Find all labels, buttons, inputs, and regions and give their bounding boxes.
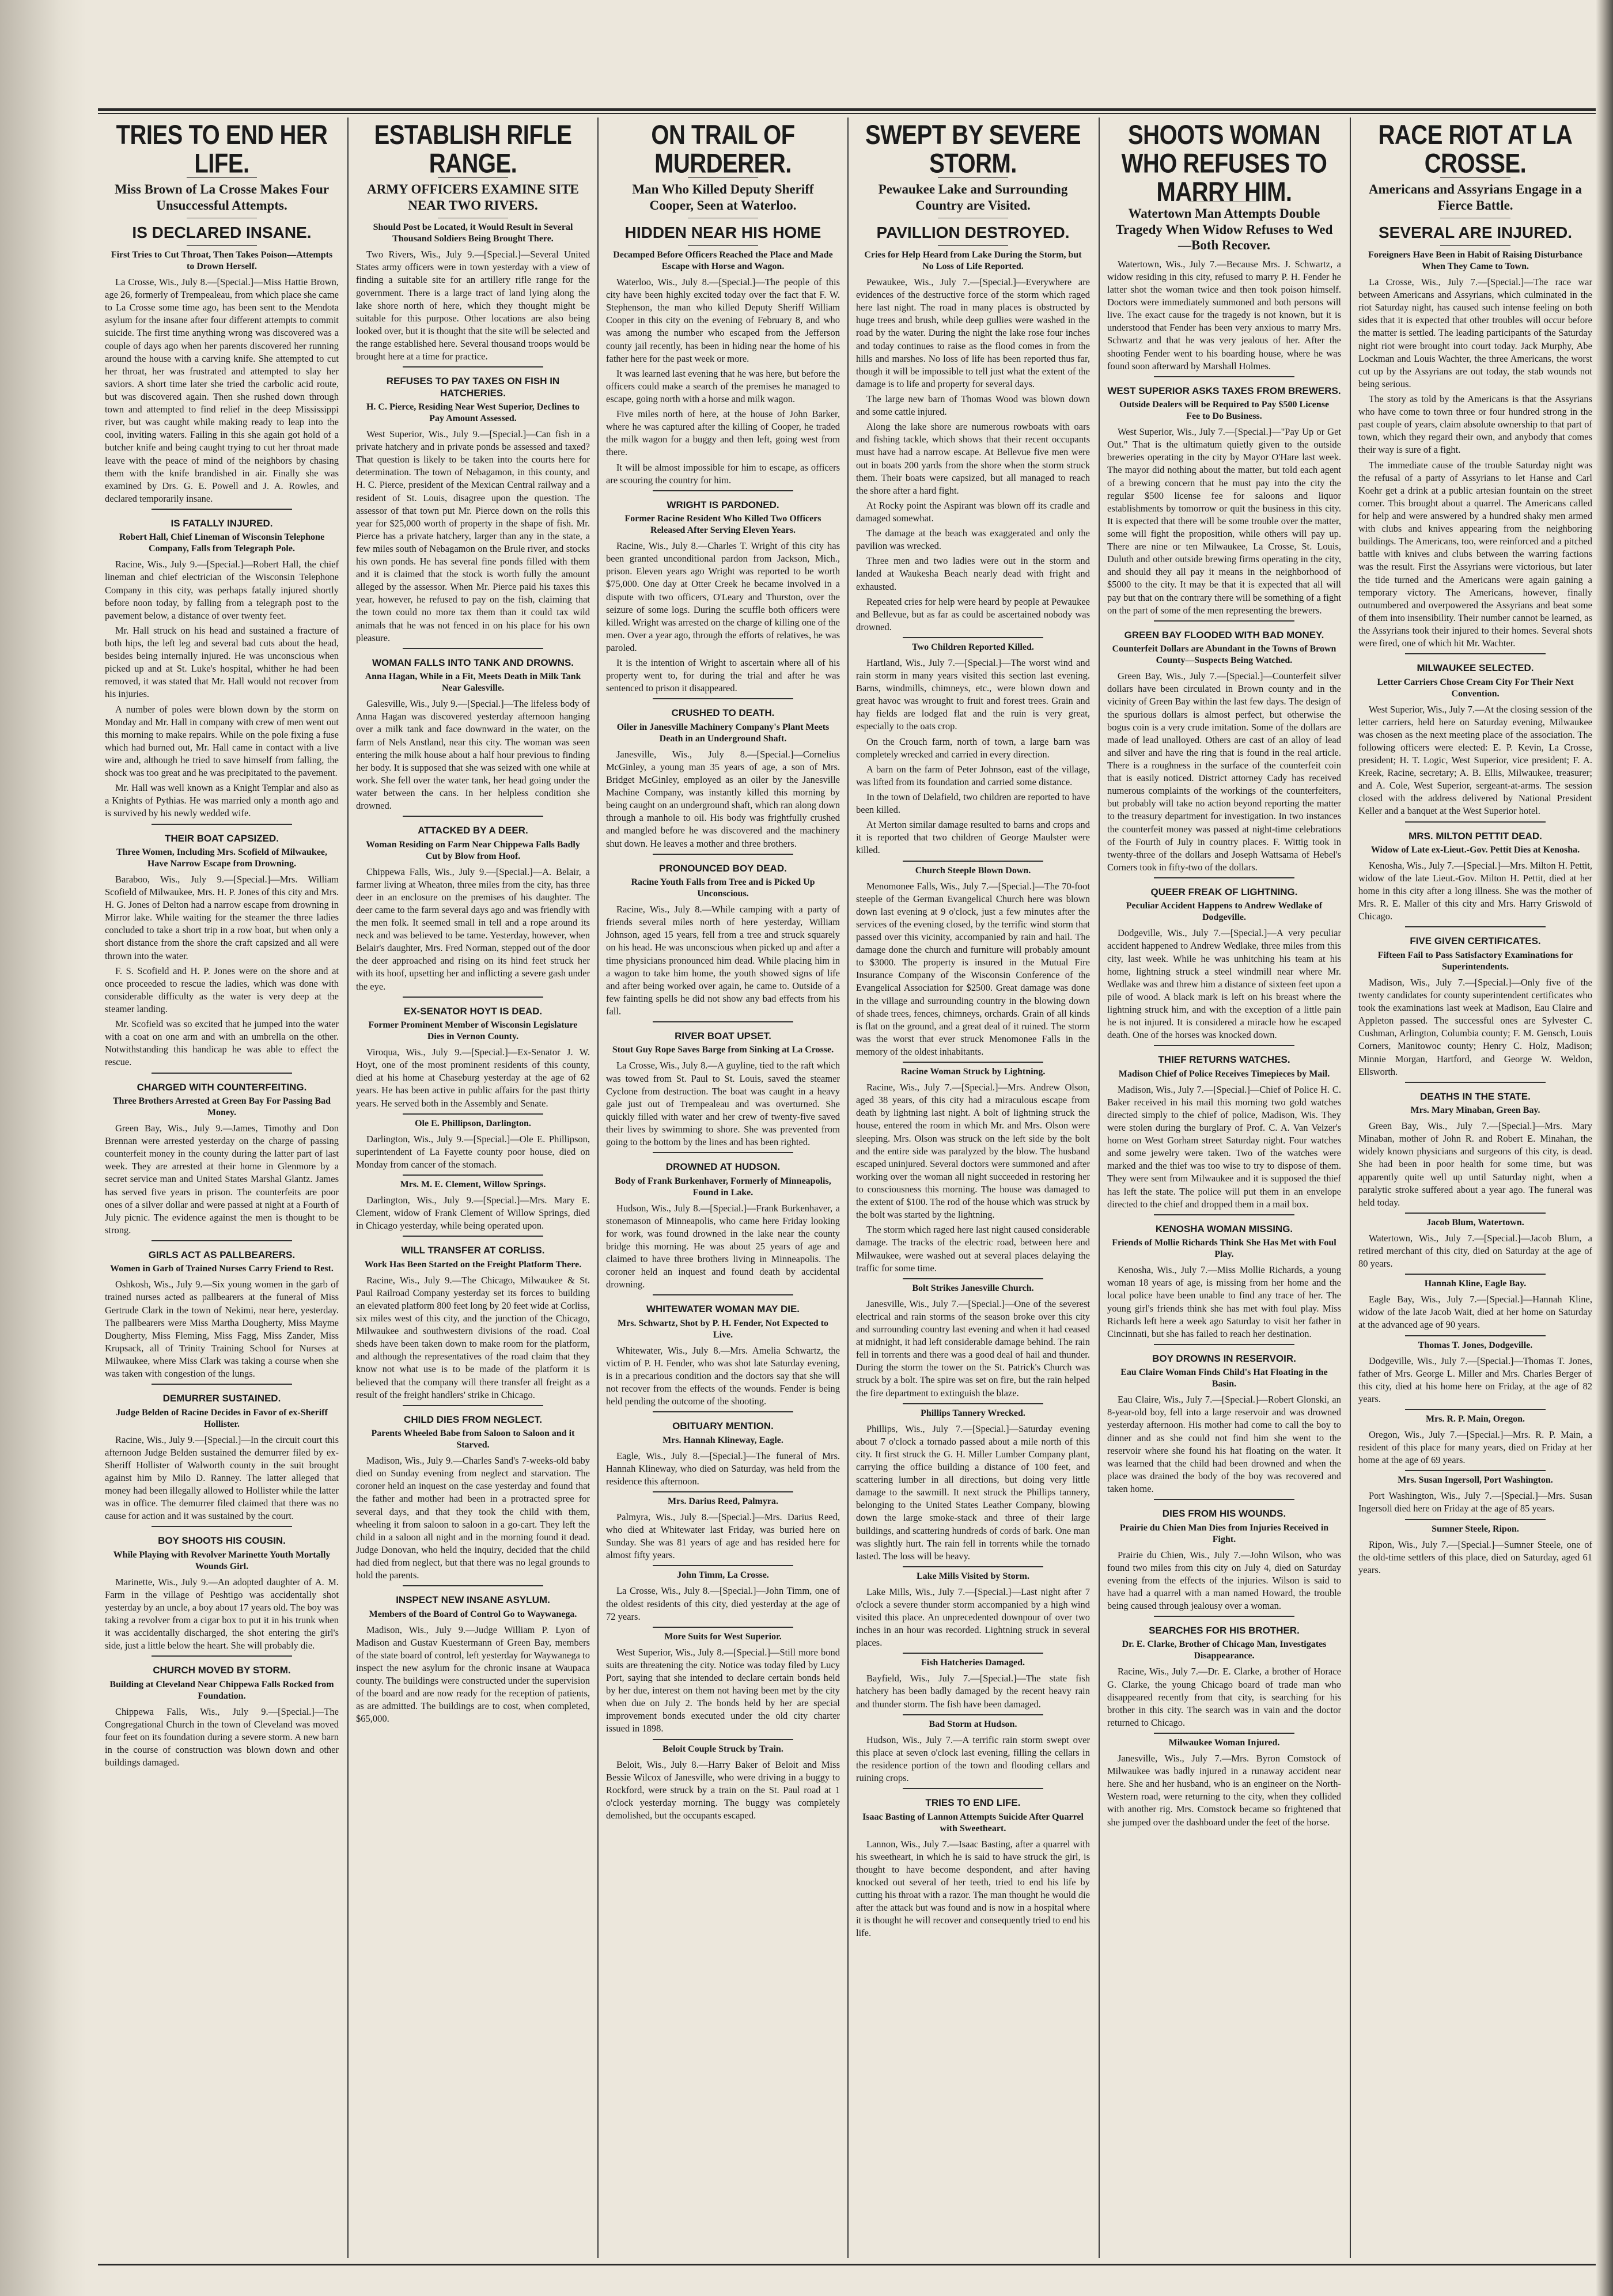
story-divider <box>903 861 1043 862</box>
story-divider <box>403 1585 543 1586</box>
story-paragraph: Kenosha, Wis., July 7.—[Special.]—Mrs. Milton H. Pettit, widow of the late Lieut.-Gov. Milton H. Pettit, died at her home in this city after a long illness. She was the mother of Mrs. R. E. Maller of this city and Mrs. Harry Griswold of Chicago. <box>1358 859 1592 922</box>
story-paragraph: Darlington, Wis., July 9.—[Special.]—Ole E. Phillipson, superintendent of La Fayette county poor house, died on Monday from cancer of the stomach. <box>356 1133 590 1170</box>
story-headline: WEST SUPERIOR ASKS TAXES FROM BREWERS. <box>1107 385 1341 396</box>
page-edge-shadow <box>0 0 86 2296</box>
story-headline: PRONOUNCED BOY DEAD. <box>659 862 787 874</box>
story-divider <box>653 1021 793 1022</box>
story-deck: Outside Dealers will be Required to Pay $500 License Fee to Do Business. <box>1119 400 1330 422</box>
column-rule <box>597 118 599 2258</box>
story-paragraph: Beloit, Wis., July 8.—Harry Baker of Beloit and Miss Bessie Wilcox of Janesville, who were driving in a buggy to Rockford, were struck by a train on the St. Paul road at 1 o'clock yesterday morning. The buggy was completely demolished, but the occupants escaped. <box>606 1759 840 1821</box>
story-deck: Judge Belden of Racine Decides in Favor of ex-Sheriff Hollister. <box>116 1407 328 1429</box>
story-deck: Americans and Assyrians Engage in a Fierce Battle. <box>1369 182 1582 213</box>
story-divider <box>1154 1344 1294 1345</box>
story-headline: More Suits for West Superior. <box>664 1631 782 1642</box>
story-headline: WILL TRANSFER AT CORLISS. <box>401 1245 545 1256</box>
story-headline: RIVER BOAT UPSET. <box>675 1030 771 1042</box>
story-paragraph: At Rocky point the Aspirant was blown off its cradle and damaged somewhat. <box>856 499 1090 524</box>
story-paragraph: Watertown, Wis., July 7.—[Special.]—Jacob Blum, a retired merchant of this city, died on Saturday at the age of 80 years. <box>1358 1232 1592 1270</box>
story-divider <box>653 1152 793 1153</box>
story-paragraph: Baraboo, Wis., July 9.—[Special.]—Mrs. William Scofield of Milwaukee, Mrs. H. P. Jones of this city and Mrs. H. G. Jones of Delton had a narrow escape from drowning in Mirror lake. While waiting for the steamer the three ladies concluded to take a short trip in a row boat, but when only a short distance from the shore the craft capsized and all were thrown into the water. <box>105 873 339 961</box>
story-headline: CRUSHED TO DEATH. <box>671 707 775 719</box>
story-divider <box>1154 376 1294 377</box>
story-headline: Hannah Kline, Eagle Bay. <box>1424 1279 1527 1289</box>
story-deck: Anna Hagan, While in a Fit, Meets Death in Milk Tank Near Galesville. <box>365 672 581 694</box>
story-headline: SEARCHES FOR HIS BROTHER. <box>1149 1625 1300 1636</box>
story-headline: WRIGHT IS PARDONED. <box>667 499 779 510</box>
story-deck: Dr. E. Clarke, Brother of Chicago Man, Investigates Disappearance. <box>1122 1639 1327 1661</box>
story-paragraph: Watertown, Wis., July 7.—Because Mrs. J. Schwartz, a widow residing in this city, refused to marry P. H. Fender he latter shot the woman twice and then took poison himself. Doctors were immediately summoned and both persons will live. The exact cause for the tragedy is not known, but it is understood that Fender has been very anxious to marry Mrs. Schwartz and that he was very jealous of her. After the shooting Fender went to his boarding house, where he was found soon afterward by Marshall Holmes. <box>1107 258 1341 372</box>
story-paragraph: Racine, Wis., July 7.—[Special.]—Mrs. Andrew Olson, aged 38 years, of this city had a miraculous escape from death by lightning last night. A bolt of lightning struck the house, entered the room in which Mr. and Mrs. Olson were sleeping. Mrs. Olson was struck on the left side by the bolt and the entire side was paralyzed by the blow. The husband escaped uninjured. Several doctors were summoned and after working over the woman all night succeeded in restoring her to consciousness this morning. The house was damaged to the extent of $100. The rod of the house which was struck by the bolt was started by the lightning. <box>856 1082 1090 1221</box>
story-paragraph: On the Crouch farm, north of town, a large barn was completely wrecked and carried in every direction. <box>856 736 1090 760</box>
story-headline: TRIES TO END LIFE. <box>925 1797 1021 1809</box>
story-deck: Stout Guy Rope Saves Barge from Sinking at La Crosse. <box>612 1045 834 1055</box>
story-divider <box>1405 1470 1546 1471</box>
story-headline: Beloit Couple Struck by Train. <box>662 1744 783 1754</box>
story-paragraph: Hudson, Wis., July 7.—A terrific rain storm swept over this place at seven o'clock last evening, filling the cellars in the residence portion of the town and flooding cellars and ruining crops. <box>856 1734 1090 1784</box>
story-divider <box>1405 653 1546 654</box>
story-headline: TRIES TO END HER LIFE. <box>116 120 328 179</box>
story-paragraph: At Merton similar damage resulted to barns and crops and it is reported that two children of George Maulster were killed. <box>856 819 1090 856</box>
story-divider <box>152 1240 292 1241</box>
story-divider <box>653 490 793 491</box>
story-deck: Three Women, Including Mrs. Scofield of Milwaukee, Have Narrow Escape from Drowning. <box>116 847 328 869</box>
top-rule-thin <box>98 113 1596 114</box>
story-deck: Miss Brown of La Crosse Makes Four Unsuccessful Attempts. <box>114 182 330 213</box>
story-paragraph: Green Bay, Wis., July 7.—[Special.]—Mrs. Mary Minaban, mother of John R. and Robert E. Minahan, the widely known physicians and surgeons of this city, is dead. She had been in poor health for some time, but was apparently quite well up until Saturday night, when a paralytic stroke suffered about a year ago. The funeral was held today. <box>1358 1120 1592 1208</box>
story-paragraph: Pewaukee, Wis., July 7.—[Special.]—Everywhere are evidences of the destructive force of the storm which raged here last night. The road in many places is obstructed by huge trees and brush, while deep gullies were washed in the road by the water. During the night the lake rose four inches and today continues to raise as the flood comes in from the hills and marshes. No loss of life has been reported thus far, though it will be impossible to tell just what the extent of the damage is to life and property for several days. <box>856 276 1090 389</box>
story-paragraph: West Superior, Wis., July 7.—At the closing session of the letter carriers, held here on Saturday evening, Milwaukee was chosen as the next meeting place of the association. The following officers were elected: E. P. Kevin, La Crosse, president; H. T. Logic, West Superior, vice president; F. A. Kreek, Racine, secretary; A. B. Ellis, Milwaukee, treasurer; and A. Cole, West Superior, sergeant-at-arms. The session closed with the address delivered by National President Keller and a banquet at the West Superior hotel. <box>1358 703 1592 817</box>
story-paragraph: Ripon, Wis., July 7.—[Special.]—Sumner Steele, one of the old-time settlers of this place, died on Saturday, aged 61 years. <box>1358 1539 1592 1575</box>
story-divider <box>1405 1274 1546 1275</box>
story-headline: WOMAN FALLS INTO TANK AND DROWNS. <box>372 657 574 668</box>
story-deck: Man Who Killed Deputy Sheriff Cooper, Seen at Waterloo. <box>632 182 814 213</box>
story-headline: CHURCH MOVED BY STORM. <box>153 1665 291 1676</box>
page-binding-shadow <box>1596 0 1613 2296</box>
story-paragraph: Eagle Bay, Wis., July 7.—[Special.]—Hannah Kline, widow of the late Jacob Wait, died at her home on Saturday at the advanced age of 90 years. <box>1358 1294 1592 1331</box>
story-subhead: HIDDEN NEAR HIS HOME <box>624 223 821 242</box>
story-deck: Isaac Basting of Lannon Attempts Suicide After Quarrel with Sweetheart. <box>862 1812 1084 1833</box>
story-divider <box>152 509 292 510</box>
story-divider <box>1154 1616 1294 1617</box>
story-headline: GREEN BAY FLOODED WITH BAD MONEY. <box>1124 629 1324 641</box>
column-4 <box>853 118 1093 2260</box>
column-5 <box>1104 118 1345 2260</box>
story-divider <box>1154 1214 1294 1215</box>
story-headline: IS FATALLY INJURED. <box>171 517 273 529</box>
story-paragraph: Racine, Wis., July 8.—While camping with a party of friends several miles north of here yesterday, William Johnson, aged 15 years, fell from a tree and struck squarely on his head. He was unconscious when picked up and after a time physicians pronounced him dead. While placing him in a wagon to take him home, the youth showed signs of life and after being worked over again, he came to. Outside of a few fainting spells he did not show any bad effects from his fall. <box>606 904 840 1017</box>
story-divider <box>653 1411 793 1412</box>
story-paragraph: Oregon, Wis., July 7.—[Special.]—Mrs. R. P. Main, a resident of this place for many years, died on Friday at her home at the age of 69 years. <box>1358 1429 1592 1466</box>
story-deck: Woman Residing on Farm Near Chippewa Falls Badly Cut by Blow from Hoof. <box>366 839 580 861</box>
story-paragraph: It will be almost impossible for him to escape, as officers are scouring the country for him. <box>606 461 840 486</box>
story-paragraph: Madison, Wis., July 9.—Charles Sand's 7-weeks-old baby died on Sunday evening from neglect and starvation. The coroner held an inquest on the case yesterday and found that the father and mother had been in a protracted spree for several days, and that they took the child with them, wheeling it from saloon to saloon in a go-cart. They left the child in a saloon all night and in the morning found it dead. Judge Donovan, who held the inquiry, decided that the child had died from neglect, but that there was no legal grounds to hold the parents. <box>356 1455 590 1581</box>
story-divider <box>653 854 793 855</box>
story-headline: CHARGED WITH COUNTERFEITING. <box>137 1081 307 1093</box>
story-headline: John Timm, La Crosse. <box>677 1570 769 1581</box>
story-paragraph: Eagle, Wis., July 8.—[Special.]—The funeral of Mrs. Hannah Klineway, who died on Saturday, was held from the residence this afternoon. <box>606 1450 840 1487</box>
story-paragraph: Mr. Hall was well known as a Knight Templar and also as a Knights of Pythias. He was married only a month ago and is survived by his newly wedded wife. <box>105 782 339 819</box>
story-paragraph: F. S. Scofield and H. P. Jones were on the shore and at once proceeded to rescue the ladies, which was done with considerable difficulty as the water is very deep at the steamer landing. <box>105 965 339 1015</box>
story-headline: Fish Hatcheries Damaged. <box>921 1658 1025 1668</box>
story-paragraph: Madison, Wis., July 7.—[Special.]—Chief of Police H. C. Baker received in his mail this morning two gold watches directed simply to the chief of police, Madison, Wis. They were stolen during the burglary of Prof. C. A. Van Velzer's home on West Gorham street Saturday night. Four watches and some jewelry were taken. Two of the watches were marked and the thief was too wise to try to dispose of them. They were sent from Milwaukee and it is supposed the thief has left the state. The police will put them in an envelope directed to the chief and dropped them in a mail box. <box>1107 1083 1341 1210</box>
story-paragraph: Racine, Wis., July 9.—The Chicago, Milwaukee & St. Paul Railroad Company yesterday set its forces to building an elevated platform 800 feet long by 20 feet wide at Corliss, six miles west of this city, and the junction of the Chicago, Milwaukee and southwestern divisions of the road. Coal sheds have been taken down to make room for the platform, and although the representatives of the road claim that they know not what use is to be made of the platform it is believed that the company will there transfer all freight as a result of the freight handlers' strike in Chicago. <box>356 1274 590 1400</box>
story-paragraph: Waterloo, Wis., July 8.—[Special.]—The people of this city have been highly excited today over the fact that F. W. Stephenson, the man who killed Deputy Sheriff William Cooper in this city on the evening of February 8, and who was among the number who escaped from the Jefferson county jail recently, has been in hiding near the home of his father here for the past week or more. <box>606 276 840 364</box>
story-headline: Mrs. Darius Reed, Palmyra. <box>668 1496 778 1507</box>
story-paragraph: Lake Mills, Wis., July 7.—[Special.]—Last night after 7 o'clock a severe thunder storm accompanied by a high wind visited this place. An unprecedented downpour of over two inches in an hour was recorded. Lightning struck in several places. <box>856 1586 1090 1649</box>
story-paragraph: The large new barn of Thomas Wood was blown down and some cattle injured. <box>856 393 1090 418</box>
story-divider <box>1154 1045 1294 1046</box>
story-headline: BOY SHOOTS HIS COUSIN. <box>158 1535 286 1547</box>
story-paragraph: Hartland, Wis., July 7.—[Special.]—The worst wind and rain storm in many years visited this section last evening. Barns, windmills, chimneys, etc., were blown down and great havoc was wrought to fruit and forest trees. Grain and hay fields are lodged flat and the ruin is very great, especially to the oats crop. <box>856 657 1090 732</box>
story-subdeck: First Tries to Cut Throat, Then Takes Poison—Attempts to Drown Herself. <box>111 249 333 271</box>
story-paragraph: It is the intention of Wright to ascertain where all of his property went to, for during the trial and after he was sentenced to prison it disappeared. <box>606 657 840 694</box>
story-deck: Fifteen Fail to Pass Satisfactory Examinations for Superintendents. <box>1377 950 1573 972</box>
story-divider <box>1154 1733 1294 1734</box>
story-deck: Former Prominent Member of Wisconsin Legislature Dies in Vernon County. <box>368 1020 578 1042</box>
story-paragraph: Dodgeville, Wis., July 7.—[Special.]—Thomas T. Jones, father of Mrs. George L. Miller and Mrs. Charles Berger of this city, died at his home here on Friday, at the age of 82 years. <box>1358 1355 1592 1404</box>
story-divider <box>653 1565 793 1566</box>
story-paragraph: In the town of Delafield, two children are reported to have been killed. <box>856 791 1090 816</box>
story-headline: Two Children Reported Killed. <box>912 642 1034 652</box>
story-paragraph: Racine, Wis., July 9.—[Special.]—In the circuit court this afternoon Judge Belden sustained the demurrer filed by ex-Sheriff Hollister of Walworth county in the suit brought against him by Milo D. Ranney. The latter alleged that money had been illegally allowed to Hollister while the latter was in office. The demurrer filed claimed that there was no cause for action and it was sustained by the court. <box>105 1434 339 1522</box>
story-paragraph: It was learned last evening that he was here, but before the officers could make a search of the premises he managed to escape, going north with a horse and milk wagon. <box>606 367 840 404</box>
column-1 <box>101 118 342 2260</box>
story-paragraph: Marinette, Wis., July 9.—An adopted daughter of A. M. Farm in the village of Peshtigo was accidentally shot yesterday by an uncle, a boy about 17 years old. The boy was taking a revolver from a cigar box to put it in his trunk when it was accidentally discharged, the shot entering the girl's side, just a little below the heart. She will probably die. <box>105 1576 339 1651</box>
story-headline: Ole E. Phillipson, Darlington. <box>415 1118 531 1128</box>
story-divider <box>1405 1519 1546 1520</box>
story-divider <box>903 1062 1043 1063</box>
story-paragraph: Menomonee Falls, Wis., July 7.—[Special.]—The 70-foot steeple of the German Evangelical Church here was blown down last evening at 9 o'clock, just a few minutes after the services of the evening closed, by the terrific wind storm that passed over this vicinity, accompanied by rain and hail. The damage done the church and furniture will probably amount to $3000. The property is insured in the Mutual Fire Insurance Company of the Wisconsin Conference of the Evangelical Association for $2500. Great damage was done in the village and surrounding country in the blowing down of shade trees, fences, chimneys, orchards. Grain of all kinds is flat on the ground, and a great deal of it ruined. The storm was the worst that ever struck Menomonee Falls in the memory of the oldest inhabitants. <box>856 880 1090 1057</box>
story-headline: DEATHS IN THE STATE. <box>1420 1090 1531 1102</box>
story-deck: Body of Frank Burkenhaver, Formerly of Minneapolis, Found in Lake. <box>615 1176 831 1198</box>
story-paragraph: The story as told by the Americans is that the Assyrians who have come to town three or four hundred strong in the past couple of years, claim absolute ownership to that part of town, which they regard their own, and anybody that comes their way is sure of a fight. <box>1358 393 1592 456</box>
story-divider <box>403 1405 543 1406</box>
story-paragraph: Lannon, Wis., July 7.—Isaac Basting, after a quarrel with his sweetheart, in which he is said to have struck the girl, is thought to have become despondent, and after having knocked out several of her teeth, tried to end his life by cutting his throat with a razor. The man thought he would die after the attack but was found and is now in a hospital where it is thought he will recover and consequently tried to end his life. <box>856 1838 1090 1939</box>
story-deck: Members of the Board of Control Go to Waywanega. <box>369 1609 577 1619</box>
story-divider <box>1405 1213 1546 1214</box>
story-paragraph: Whitewater, Wis., July 8.—Mrs. Amelia Schwartz, the victim of P. H. Fender, who was shot late Saturday evening, is in a precarious condition and the doctors say that she will not recover from the effects of the wounds. Fender is being held pending the outcome of the shooting. <box>606 1344 840 1407</box>
story-deck: Peculiar Accident Happens to Andrew Wedlake of Dodgeville. <box>1126 901 1323 923</box>
story-headline: Church Steeple Blown Down. <box>915 865 1031 876</box>
story-subdeck: Foreigners Have Been in Habit of Raising Disturbance When They Came to Town. <box>1368 249 1582 271</box>
story-headline: Bolt Strikes Janesville Church. <box>912 1283 1034 1293</box>
story-paragraph: West Superior, Wis., July 8.—[Special.]—Still more bond suits are threatening the city. Notice was today filed by Lucy Port, saying that she intended to declare certain bonds held by her due, interest on them not having been met by the city when due on July 2. The bonds held by her are special improvement bonds executed under the old city charter issued in 1898. <box>606 1646 840 1734</box>
story-paragraph: The damage at the beach was exaggerated and only the pavilion was wrecked. <box>856 528 1090 552</box>
story-divider <box>152 1655 292 1657</box>
story-headline: QUEER FREAK OF LIGHTNING. <box>1150 886 1298 897</box>
story-deck: While Playing with Revolver Marinette Youth Mortally Wounds Girl. <box>113 1549 331 1571</box>
story-paragraph: Mr. Scofield was so excited that he jumped into the water with a coat on one arm and with an umbrella on the other. Notwithstanding this handicap he was able to effect the rescue. <box>105 1018 339 1068</box>
story-headline: Milwaukee Woman Injured. <box>1168 1737 1280 1748</box>
story-headline: Mrs. R. P. Main, Oregon. <box>1426 1414 1525 1424</box>
story-deck: Friends of Mollie Richards Think She Has Met with Foul Play. <box>1112 1238 1336 1260</box>
story-headline: MILWAUKEE SELECTED. <box>1417 662 1534 674</box>
story-divider <box>403 1174 543 1176</box>
story-headline: WHITEWATER WOMAN MAY DIE. <box>646 1304 800 1315</box>
story-divider <box>1405 926 1546 927</box>
story-divider <box>903 1788 1043 1789</box>
story-deck: Letter Carriers Chose Cream City For Their Next Convention. <box>1377 677 1574 699</box>
story-deck: Oiler in Janesville Machinery Company's Plant Meets Death in an Underground Shaft. <box>616 722 830 744</box>
story-subhead: PAVILLION DESTROYED. <box>876 223 1070 242</box>
story-headline: SWEPT BY SEVERE STORM. <box>865 120 1081 179</box>
story-headline: REFUSES TO PAY TAXES ON FISH IN HATCHERIES. <box>386 376 560 399</box>
story-divider <box>653 1627 793 1628</box>
story-headline: SHOOTS WOMAN WHO REFUSES TO MARRY HIM. <box>1121 120 1327 207</box>
story-divider <box>1405 1335 1546 1336</box>
story-paragraph: Madison, Wis., July 9.—Judge William P. Lyon of Madison and Gustav Kuestermann of Green Bay, members of the state board of control, left yesterday for Waywanega to inspect the new asylum for the chronic insane at Waupaca county. The buildings were constructed under the supervision of the board and are now ready for the reception of patients, as are admitted. The buildings are to cost, when completed, $65,000. <box>356 1624 590 1725</box>
story-divider <box>152 1526 292 1527</box>
story-divider <box>152 1073 292 1074</box>
story-paragraph: Prairie du Chien, Wis., July 7.—John Wilson, who was found two miles from this city on July 4, died on Saturday evening from the effects of the injuries. Wilson is said to have had a quarrel with a man named Howard, the trouble being caused through jealousy over a woman. <box>1107 1549 1341 1611</box>
story-divider <box>903 1278 1043 1279</box>
story-paragraph: Galesville, Wis., July 9.—[Special.]—The lifeless body of Anna Hagan was discovered yesterday afternoon hanging over a milk tank and face downward in the water, on the farm of Nels Anstland, near this city. The woman was seen entering the milk house about a half hour previous to finding her body. It is supposed that she was seized with one while at work. She fell over the water tank, her head going under the water between the cans. In her helpless condition she drowned. <box>356 698 590 812</box>
story-deck: Robert Hall, Chief Lineman of Wisconsin Telephone Company, Falls from Telegraph Pole. <box>119 532 325 554</box>
story-divider <box>1405 821 1546 823</box>
story-paragraph: Oshkosh, Wis., July 9.—Six young women in the garb of trained nurses acted as pallbearers at the funeral of Miss Gertrude Clark in the town of Nekimi, near here, yesterday. The pallbearers were Miss Martha Dougherty, Miss Mayme Dougherty, Miss Fleming, Miss Fagg, Miss Zander, Miss Krupsack, all of Trinity Training School for Nurses at Milwaukee, where Miss Clark was taking a course when she was taken with congestion of the lungs. <box>105 1279 339 1380</box>
column-rule <box>1099 118 1100 2258</box>
column-rule <box>1350 118 1351 2258</box>
story-paragraph: Green Bay, Wis., July 9.—James, Timothy and Don Brennan were arrested yesterday on the charge of passing counterfeit money in the county during the latter part of last week. They are arrested at their home in Glenmore by a secret service man and United States Marshal Glantz. James has served five years in prison. The counterfeits are poor ones of a silver dollar and were passed at night at a Fourth of July picnic. The evidence against the men is thought to be strong. <box>105 1122 339 1236</box>
story-deck: Parents Wheeled Babe from Saloon to Saloon and it Starved. <box>371 1429 575 1450</box>
story-headline: ESTABLISH RIFLE RANGE. <box>374 120 572 179</box>
story-divider <box>653 1294 793 1295</box>
column-2 <box>353 118 593 2260</box>
story-paragraph: The immediate cause of the trouble Saturday night was the refusal of a party of Assyrians to let Hanse and Carl Koehr get a drink at a public artesian fountain on the street corner. This brought about a quarrel. The Americans called for help and were answered by a hundred shaky men armed with clubs and knives appearing from the neighboring buildings. The Americans, too, were reinforced and a pitched battle with knives and clubs between the warring factions was the result. First the Assyrians were victorious, but later the tide turned and the Americans were again gaining a temporary victory. The Americans, however, finally outnumbered and overpowered the Assyrians and beat some of them into insensibility. Their number cannot be learned, as the Assyrians took their injured to their homes. Several shots were fired, one of which hit Mr. Wachter. <box>1358 459 1592 649</box>
story-headline: Racine Woman Struck by Lightning. <box>900 1067 1046 1077</box>
story-headline: Mrs. M. E. Clement, Willow Springs. <box>400 1179 546 1189</box>
story-subdeck: Decamped Before Officers Reached the Place and Made Escape with Horse and Wagon. <box>613 249 833 271</box>
story-paragraph: Dodgeville, Wis., July 7.—[Special.]—A very peculiar accident happened to Andrew Wedlake, three miles from this city, last week. While he was unhitching his team at his home, lightning struck a steel windmill near where Mr. Wedlake was and threw him a distance of sixteen feet upon a pile of wood. A black mark is left on his breast where the lightning struck him, and with the exception of a little pain he is not injured. It is considered a miracle how he escaped death. One of the horses was knocked down. <box>1107 927 1341 1041</box>
story-deck: Pewaukee Lake and Surrounding Country are Visited. <box>878 182 1068 213</box>
story-divider <box>152 1384 292 1385</box>
story-headline: KENOSHA WOMAN MISSING. <box>1155 1223 1293 1234</box>
story-divider <box>903 1653 1043 1654</box>
deck-divider <box>187 245 257 246</box>
story-paragraph: Madison, Wis., July 7.—[Special.]—Only five of the twenty candidates for county superintendent certificates who took the examinations last week at Madison, Eau Claire and Appleton passed. The successful ones are Sylvester C. Cushman, Arlington, Columbia county; F. M. Gensch, Louis Corners, Manitowoc county; Henry C. Holz, Madison; Minnie Morgan, Hartford, and George W. Weldon, Ellsworth. <box>1358 976 1592 1077</box>
story-deck: Building at Cleveland Near Chippewa Falls Rocked from Foundation. <box>109 1679 334 1701</box>
story-deck: Prairie du Chien Man Dies from Injuries Received in Fight. <box>1119 1522 1329 1544</box>
story-headline: THEIR BOAT CAPSIZED. <box>164 832 279 844</box>
story-deck: H. C. Pierce, Residing Near West Superior, Declines to Pay Amount Assessed. <box>366 401 580 423</box>
story-headline: MRS. MILTON PETTIT DEAD. <box>1408 830 1542 842</box>
story-paragraph: Three men and two ladies were out in the storm and landed at Waukesha Beach nearly dead with fright and exhausted. <box>856 555 1090 592</box>
story-paragraph: Phillips, Wis., July 7.—[Special.]—Saturday evening about 7 o'clock a tornado passed about a mile north of this city. It first struck the G. H. Miller Lumber Company plant, carrying the office building a distance of 100 feet, and scattering lumber in all directions, but doing very little damage to the sawmill. It next struck the Phillips tannery, belonging to the United States Leather Company, blowing down the large smoke-stack and three of their large buildings, and scattering hundreds of cords of bark. One man was slightly hurt. The rain fell in torrents while the tornado lasted. The loss will be heavy. <box>856 1423 1090 1562</box>
story-divider <box>152 824 292 825</box>
story-deck: Racine Youth Falls from Tree and is Picked Up Unconscious. <box>631 877 815 899</box>
story-headline: THIEF RETURNS WATCHES. <box>1158 1054 1290 1066</box>
story-divider <box>403 648 543 649</box>
story-divider <box>903 1566 1043 1567</box>
story-deck: Work Has Been Started on the Freight Platform There. <box>364 1259 582 1270</box>
story-headline: Lake Mills Visited by Storm. <box>916 1571 1029 1581</box>
story-paragraph: A number of poles were blown down by the storm on Monday and Mr. Hall in company with crew of men went out this morning to make repairs. While on the pole fixing a fuse which had burned out, Mr. Hall came in contact with a live wire and, although he tried to save himself from falling, the shock was too great and he was precipitated to the pavement. <box>105 703 339 779</box>
story-paragraph: Viroqua, Wis., July 9.—[Special.]—Ex-Senator J. W. Hoyt, one of the most prominent residents of this county, died at his home at Chaseburg yesterday at the age of 62 years. He has been active in public affairs for the past thirty years. He served both in the Assembly and Senate. <box>356 1047 590 1109</box>
story-deck: Watertown Man Attempts Double Tragedy When Widow Refuses to Wed—Both Recover. <box>1115 206 1333 253</box>
story-paragraph: La Crosse, Wis., July 8.—[Special.]—Miss Hattie Brown, age 26, formerly of Trempealeau, from which place she came to La Crosse some time ago, has been sent to the Mendota asylum for the insane after four different attempts to commit suicide. The first time anything wrong was discovered was a couple of days ago when her parents discovered her running around the house with a carving knife. She attempted to cut her throat, her was frustrated and attempted to slay her saviors. A short time later she tried the carbolic acid route, but was discovered again. Then she rushed down through town and attempted to find relief in the deep Mississippi river, but was caught while making ready to leap into the cool, inviting waters. Failing in this she again got hold of a butcher knife and being caught trying to cut her throat made leave with the peace of mind of the neighbors by chasing them with the knife brandished in air. Finally she was examined by Drs. G. E. Powell and J. A. Rowles, and declared temporarily insane. <box>105 276 339 504</box>
story-paragraph: Racine, Wis., July 7.—Dr. E. Clarke, a brother of Horace G. Clarke, the young Chicago board of trade man who disappeared recently from that city, is searching for his brother in this city. The search was in vain and the doctor returned to Chicago. <box>1107 1666 1341 1728</box>
story-paragraph: Along the lake shore are numerous rowboats with oars and fishing tackle, which shows that their recent occupants must have had a narrow escape. At Bellevue five men were out in boats 200 yards from the shore when the storm struck them. Their boats were capsized, but all managed to reach the shore after a hard fight. <box>856 421 1090 496</box>
story-paragraph: Five miles north of here, at the house of John Barker, where he was captured after the killing of Cooper, he traded the milk wagon for a buggy and then left, going west from there. <box>606 408 840 458</box>
story-paragraph: La Crosse, Wis., July 8.—[Special.]—John Timm, one of the oldest residents of this city, died yesterday at the age of 72 years. <box>606 1585 840 1622</box>
story-divider <box>903 637 1043 638</box>
story-deck: Mrs. Hannah Klineway, Eagle. <box>662 1435 783 1445</box>
story-paragraph: La Crosse, Wis., July 8.—A guyline, tied to the raft which was towed from St. Paul to St. Louis, saved the steamer Cyclone from destruction. The boat was caught in a heavy gale just out of Trempealeau and was overturned. She quickly filled with water and her crew of twenty-five saved their lives by swimming to shore. She was prevented from going to the bottom by the lines and has been righted. <box>606 1060 840 1148</box>
story-divider <box>403 366 543 367</box>
story-subhead: SEVERAL ARE INJURED. <box>1378 223 1573 242</box>
story-headline: Phillips Tannery Wrecked. <box>921 1408 1025 1418</box>
story-paragraph: West Superior, Wis., July 7.—[Special.]—"Pay Up or Get Out." That is the ultimatum quietly given to the outside breweries operating in the city by Mayor O'Hare last week. The mayor did nothing about the matter, but told each agent of a brewing concern that he must pay into the city the regular $500 license fee for saloons and liquor establishments by tomorrow or quit the business in this city. It is expected that there will be some trouble over the matter, some will fight the proposition, while others will pay up. There are nine or ten Milwaukee, La Crosse, St. Louis, Duluth and other outside brewing firms operating in the city, and should they all pay it means in the neighborhood of $5000 to the city. It may be that it is expected that all will pay but that on the contrary there will be something of a fight on the part of some of the men representing the brewers. <box>1107 426 1341 616</box>
story-paragraph: Racine, Wis., July 8.—Charles T. Wright of this city has been granted unconditional pardon from Jackson, Mich., prison. Eleven years ago Wright was reported to be worth $75,000. One day at Otter Creek he became involved in a dispute with two officers, O'Leary and Thurston, over the seizure of some logs. During the scuffle both officers were killed. Wright was arrested on the charge of killing one of the men. Over a year ago, through the efforts of relatives, he was paroled. <box>606 540 840 653</box>
story-divider <box>403 816 543 817</box>
story-headline: Mrs. Susan Ingersoll, Port Washington. <box>1398 1475 1553 1486</box>
story-headline: OBITUARY MENTION. <box>672 1420 774 1432</box>
story-divider <box>653 698 793 699</box>
deck-divider <box>938 245 1008 246</box>
column-3 <box>603 118 843 2260</box>
story-headline: DEMURRER SUSTAINED. <box>162 1393 281 1404</box>
story-headline: BOY DROWNS IN RESERVOIR. <box>1152 1352 1296 1364</box>
story-divider <box>403 997 543 998</box>
story-deck: Three Brothers Arrested at Green Bay For Passing Bad Money. <box>112 1096 331 1117</box>
story-headline: Sumner Steele, Ripon. <box>1432 1524 1519 1534</box>
story-headline: ON TRAIL OF MURDERER. <box>651 120 795 179</box>
story-subdeck: Cries for Help Heard from Lake During the Storm, but No Loss of Life Reported. <box>864 249 1082 271</box>
story-paragraph: Chippewa Falls, Wis., July 9.—[Special.]—The Congregational Church in the town of Cleveland was moved four feet on its foundation during a severe storm. A new barn in the course of construction was blown down and other buildings damaged. <box>105 1706 339 1768</box>
story-headline: INSPECT NEW INSANE ASYLUM. <box>396 1594 550 1606</box>
story-headline: DIES FROM HIS WOUNDS. <box>1162 1508 1286 1520</box>
story-headline: GIRLS ACT AS PALLBEARERS. <box>148 1249 296 1260</box>
story-paragraph: Chippewa Falls, Wis., July 9.—[Special.]—A. Belair, a farmer living at Wheaton, three miles from the city, has three deer in an enclosure on the premises of his daughter. The deer came to the farm several days ago and was friendly with the men folk. It seemed small in tell and a rope around its neck and was believed to be tame. Yesterday, however, when Belair's daughter, Mrs. Fred Norman, stepped out of the door the deer approached and rising on its hind feet struck her with its hoof, upsetting her and inflicting a severe gash under the eye. <box>356 866 590 992</box>
story-paragraph: Janesville, Wis., July 7.—Mrs. Byron Comstock of Milwaukee was badly injured in a runaway accident near here. She and her husband, who is an engineer on the North-Western road, were returning to the city, when they collided with another rig. Mrs. Comstock became so frightened that she jumped over the dashboard under the feet of the horse. <box>1107 1752 1341 1828</box>
story-divider <box>903 1403 1043 1404</box>
bottom-rule <box>98 2264 1596 2265</box>
story-paragraph: La Crosse, Wis., July 7.—[Special.]—The race war between Americans and Assyrians, which culminated in the riot Saturday night, has caused such intense feeling on both sides that it is expected that other troubles will occur before the matter is settled. The leading participants of the Saturday night riot were brought into court today. Jack Murphy, Abe Lockman and Louis Wachter, the three Americans, the worst cut up by the Assyrians are out today, the stab wounds not being serious. <box>1358 276 1592 389</box>
column-6 <box>1355 118 1596 2260</box>
story-paragraph: Port Washington, Wis., July 7.—[Special.]—Mrs. Susan Ingersoll died here on Friday at the age of 85 years. <box>1358 1490 1592 1514</box>
story-headline: DROWNED AT HUDSON. <box>665 1161 781 1173</box>
story-paragraph: Janesville, Wis., July 7.—[Special.]—One of the severest electrical and rain storms of the season broke over this city and surrounding country last evening and when it had ceased at midnight, it had left considerable damage behind. The rain fell in torrents and there was a good deal of hail and thunder. During the storm the tower on the St. Patrick's Church was struck by a bolt. The spire was set on fire, but the rain helped the fire department to extinguish the blaze. <box>856 1298 1090 1399</box>
column-rule <box>847 118 849 2258</box>
story-divider <box>1405 1082 1546 1083</box>
story-paragraph: Eau Claire, Wis., July 7.—[Special.]—Robert Glonski, an 8-year-old boy, fell into a large reservoir and was drowned yesterday afternoon. His mother had come to call the boy to dinner and as she could not find him she went to the reservoir where she found his hat floating on the water. It was learned that the child had been drowned and when the place was drained the body of the boy was recovered and taken home. <box>1107 1394 1341 1494</box>
story-headline: FIVE GIVEN CERTIFICATES. <box>1410 935 1541 947</box>
story-deck: Eau Claire Woman Finds Child's Hat Floating in the Basin. <box>1120 1367 1328 1389</box>
story-paragraph: Bayfield, Wis., July 7.—[Special.]—The state fish hatchery has been badly damaged by the recent heavy rain and thunder storm. The fish have been damaged. <box>856 1673 1090 1710</box>
story-deck: Mrs. Mary Minaban, Green Bay. <box>1410 1105 1540 1116</box>
deck-divider <box>688 245 758 246</box>
story-headline: Bad Storm at Hudson. <box>929 1719 1017 1729</box>
story-deck: Counterfeit Dollars are Abundant in the Towns of Brown County—Suspects Being Watched. <box>1112 644 1336 666</box>
story-divider <box>1405 1409 1546 1410</box>
story-paragraph: Palmyra, Wis., July 8.—[Special.]—Mrs. Darius Reed, who died at Whitewater last Friday, was buried here on Sunday. She was 81 years of age and has resided here for almost fifty years. <box>606 1511 840 1561</box>
story-paragraph: Green Bay, Wis., July 7.—[Special.]—Counterfeit silver dollars have been circulated in Brown county and in the vicinity of Green Bay within the last few days. The design of the spurious dollars is almost perfect, but otherwise the bogus coin is a very crude imitation. Some of the dollars are made of lead unalloyed. Others are cast of an alloy of lead and silver and have the ring that is found in the real article. There is a roughness in the surface of the counterfeit coin that is easily noticed. District attorney Cady has received numerous complaints of the workings of the counterfeiters, but probably will take no action beyond reporting the matter to the treasury department for investigation. In two instances the counterfeit money was passed at night-time celebrations of the Fourth of July in country places. F. Wittig took in twenty-three of the dollars and Joseph Wattsama of Hebel's Corners took in fifty-two of the dollars. <box>1107 670 1341 873</box>
story-headline: ATTACKED BY A DEER. <box>418 825 528 836</box>
story-deck: Widow of Late ex-Lieut.-Gov. Pettit Dies at Kenosha. <box>1370 844 1580 855</box>
deck-divider <box>1440 245 1510 246</box>
story-subdeck: Should Post be Located, it Would Result in Several Thousand Soldiers Being Brought There. <box>373 222 573 244</box>
story-paragraph: Darlington, Wis., July 9.—[Special.]—Mrs. Mary E. Clement, widow of Frank Clement of Willow Springs, died in Chicago yesterday, while being operated upon. <box>356 1194 590 1232</box>
story-headline: CHILD DIES FROM NEGLECT. <box>404 1414 542 1425</box>
story-headline: EX-SENATOR HOYT IS DEAD. <box>403 1005 543 1017</box>
story-divider <box>1154 620 1294 622</box>
story-deck: Mrs. Schwartz, Shot by P. H. Fender, Not Expected to Live. <box>618 1318 828 1340</box>
column-rule <box>347 118 349 2258</box>
story-divider <box>653 1491 793 1492</box>
story-headline: Thomas T. Jones, Dodgeville. <box>1418 1340 1533 1350</box>
story-headline: RACE RIOT AT LA CROSSE. <box>1378 120 1573 179</box>
story-divider <box>403 1113 543 1115</box>
top-rule <box>98 108 1596 111</box>
story-paragraph: West Superior, Wis., July 9.—[Special.]—Can fish in a private hatchery and in private ponds be assessed and taxed? That question is likely to be taken into the courts here for determination. The town of Nebagamon, in this county, and H. C. Pierce, president of the Mexican Central railway and a resident of St. Louis, disagree upon the question. The assessor of that town put Mr. Pierce down on the rolls this year for $25,000 worth of property in the shape of fish. Mr. Pierce has a private hatchery, larger than any in the state, a few miles south of Nebagamon on the Brule river, and stocks his own ponds. He has several fine ponds filled with them and it is claimed that the stock is worth fully the amount alleged by the assessor. When Mr. Pierce paid his taxes this year, however, he refused to pay on the fish, claiming that the town could no more tax them than it could tax wild animals that he was not fenced in on his place for his own pleasure. <box>356 428 590 643</box>
story-deck: Former Racine Resident Who Killed Two Officers Released After Serving Eleven Years. <box>624 514 821 536</box>
story-deck: Madison Chief of Police Receives Timepieces by Mail. <box>1118 1069 1330 1079</box>
story-divider <box>653 1739 793 1740</box>
story-divider <box>1154 1499 1294 1500</box>
story-paragraph: Repeated cries for help were heard by people at Pewaukee and Bellevue, but as far as could be ascertained nobody was drowned. <box>856 596 1090 632</box>
story-paragraph: Racine, Wis., July 9.—[Special.]—Robert Hall, the chief lineman and chief electrician of the Wisconsin Telephone Company in this city, was perhaps fatally injured shortly before noon today, by falling from a telegraph post to the pavement below, a distance of over twenty feet. <box>105 559 339 621</box>
story-paragraph: The storm which raged here last night caused considerable damage. The tracks of the electric road, between here and Milwaukee, were washed out at several places delaying the traffic for some time. <box>856 1224 1090 1274</box>
story-headline: Jacob Blum, Watertown. <box>1426 1217 1524 1227</box>
story-paragraph: Janesville, Wis., July 8.—[Special.]—Cornelius McGinley, a young man 35 years of age, a son of Mrs. Bridget McGinley, employed as an oiler by the Janesville Machine Company, was instantly killed this morning by being caught on an underground shaft, which ran along down through a manhole to oil. His body was frightfully crushed and mangled before he was discovered and the machinery shut down. He leaves a mother and three brothers. <box>606 748 840 849</box>
story-divider <box>903 1714 1043 1715</box>
story-divider <box>403 1236 543 1237</box>
story-paragraph: Two Rivers, Wis., July 9.—[Special.]—Several United States army officers were in town yesterday with a view of finding a suitable site for an artillery rifle range for the government. There is a large tract of land lying along the lake shore north of here, which they thought might be suitable for this purpose. Other locations are also being looked over, but it is thought that the site will be selected and the range established here. Several thousand troops would be brought here at a time for practice. <box>356 249 590 362</box>
story-divider <box>1154 877 1294 878</box>
story-deck: ARMY OFFICERS EXAMINE SITE NEAR TWO RIVERS. <box>367 182 579 213</box>
story-subhead: IS DECLARED INSANE. <box>132 223 312 242</box>
story-paragraph: Kenosha, Wis., July 7.—Miss Mollie Richards, a young woman 18 years of age, is missing from her home and the local police have been unable to find any trace of her. The young girl's friends think she has met with foul play. Miss Richards left here a week ago Saturday to visit her father in Cincinnati, but she has failed to reach her destination. <box>1107 1264 1341 1339</box>
story-paragraph: A barn on the farm of Peter Johnson, east of the village, was lifted from its foundation and carried some distance. <box>856 763 1090 787</box>
story-paragraph: Mr. Hall struck on his head and sustained a fracture of both hips, the left leg and several bad cuts about the head, besides being internally injured. He was unconscious when picked up and at St. Luke's hospital, whither he had been removed, it was stated that Mr. Hall would not recover from his injuries. <box>105 624 339 700</box>
story-deck: Women in Garb of Trained Nurses Carry Friend to Rest. <box>110 1264 334 1274</box>
story-paragraph: Hudson, Wis., July 8.—[Special.]—Frank Burkenhaver, a stonemason of Minneapolis, who came here Friday looking for work, was found drowned in the lake near the county bridge this morning. He was about 25 years of age and claimed to have three brothers living in Minneapolis. The coroner held an inquest and found death by accidental drowning. <box>606 1202 840 1290</box>
